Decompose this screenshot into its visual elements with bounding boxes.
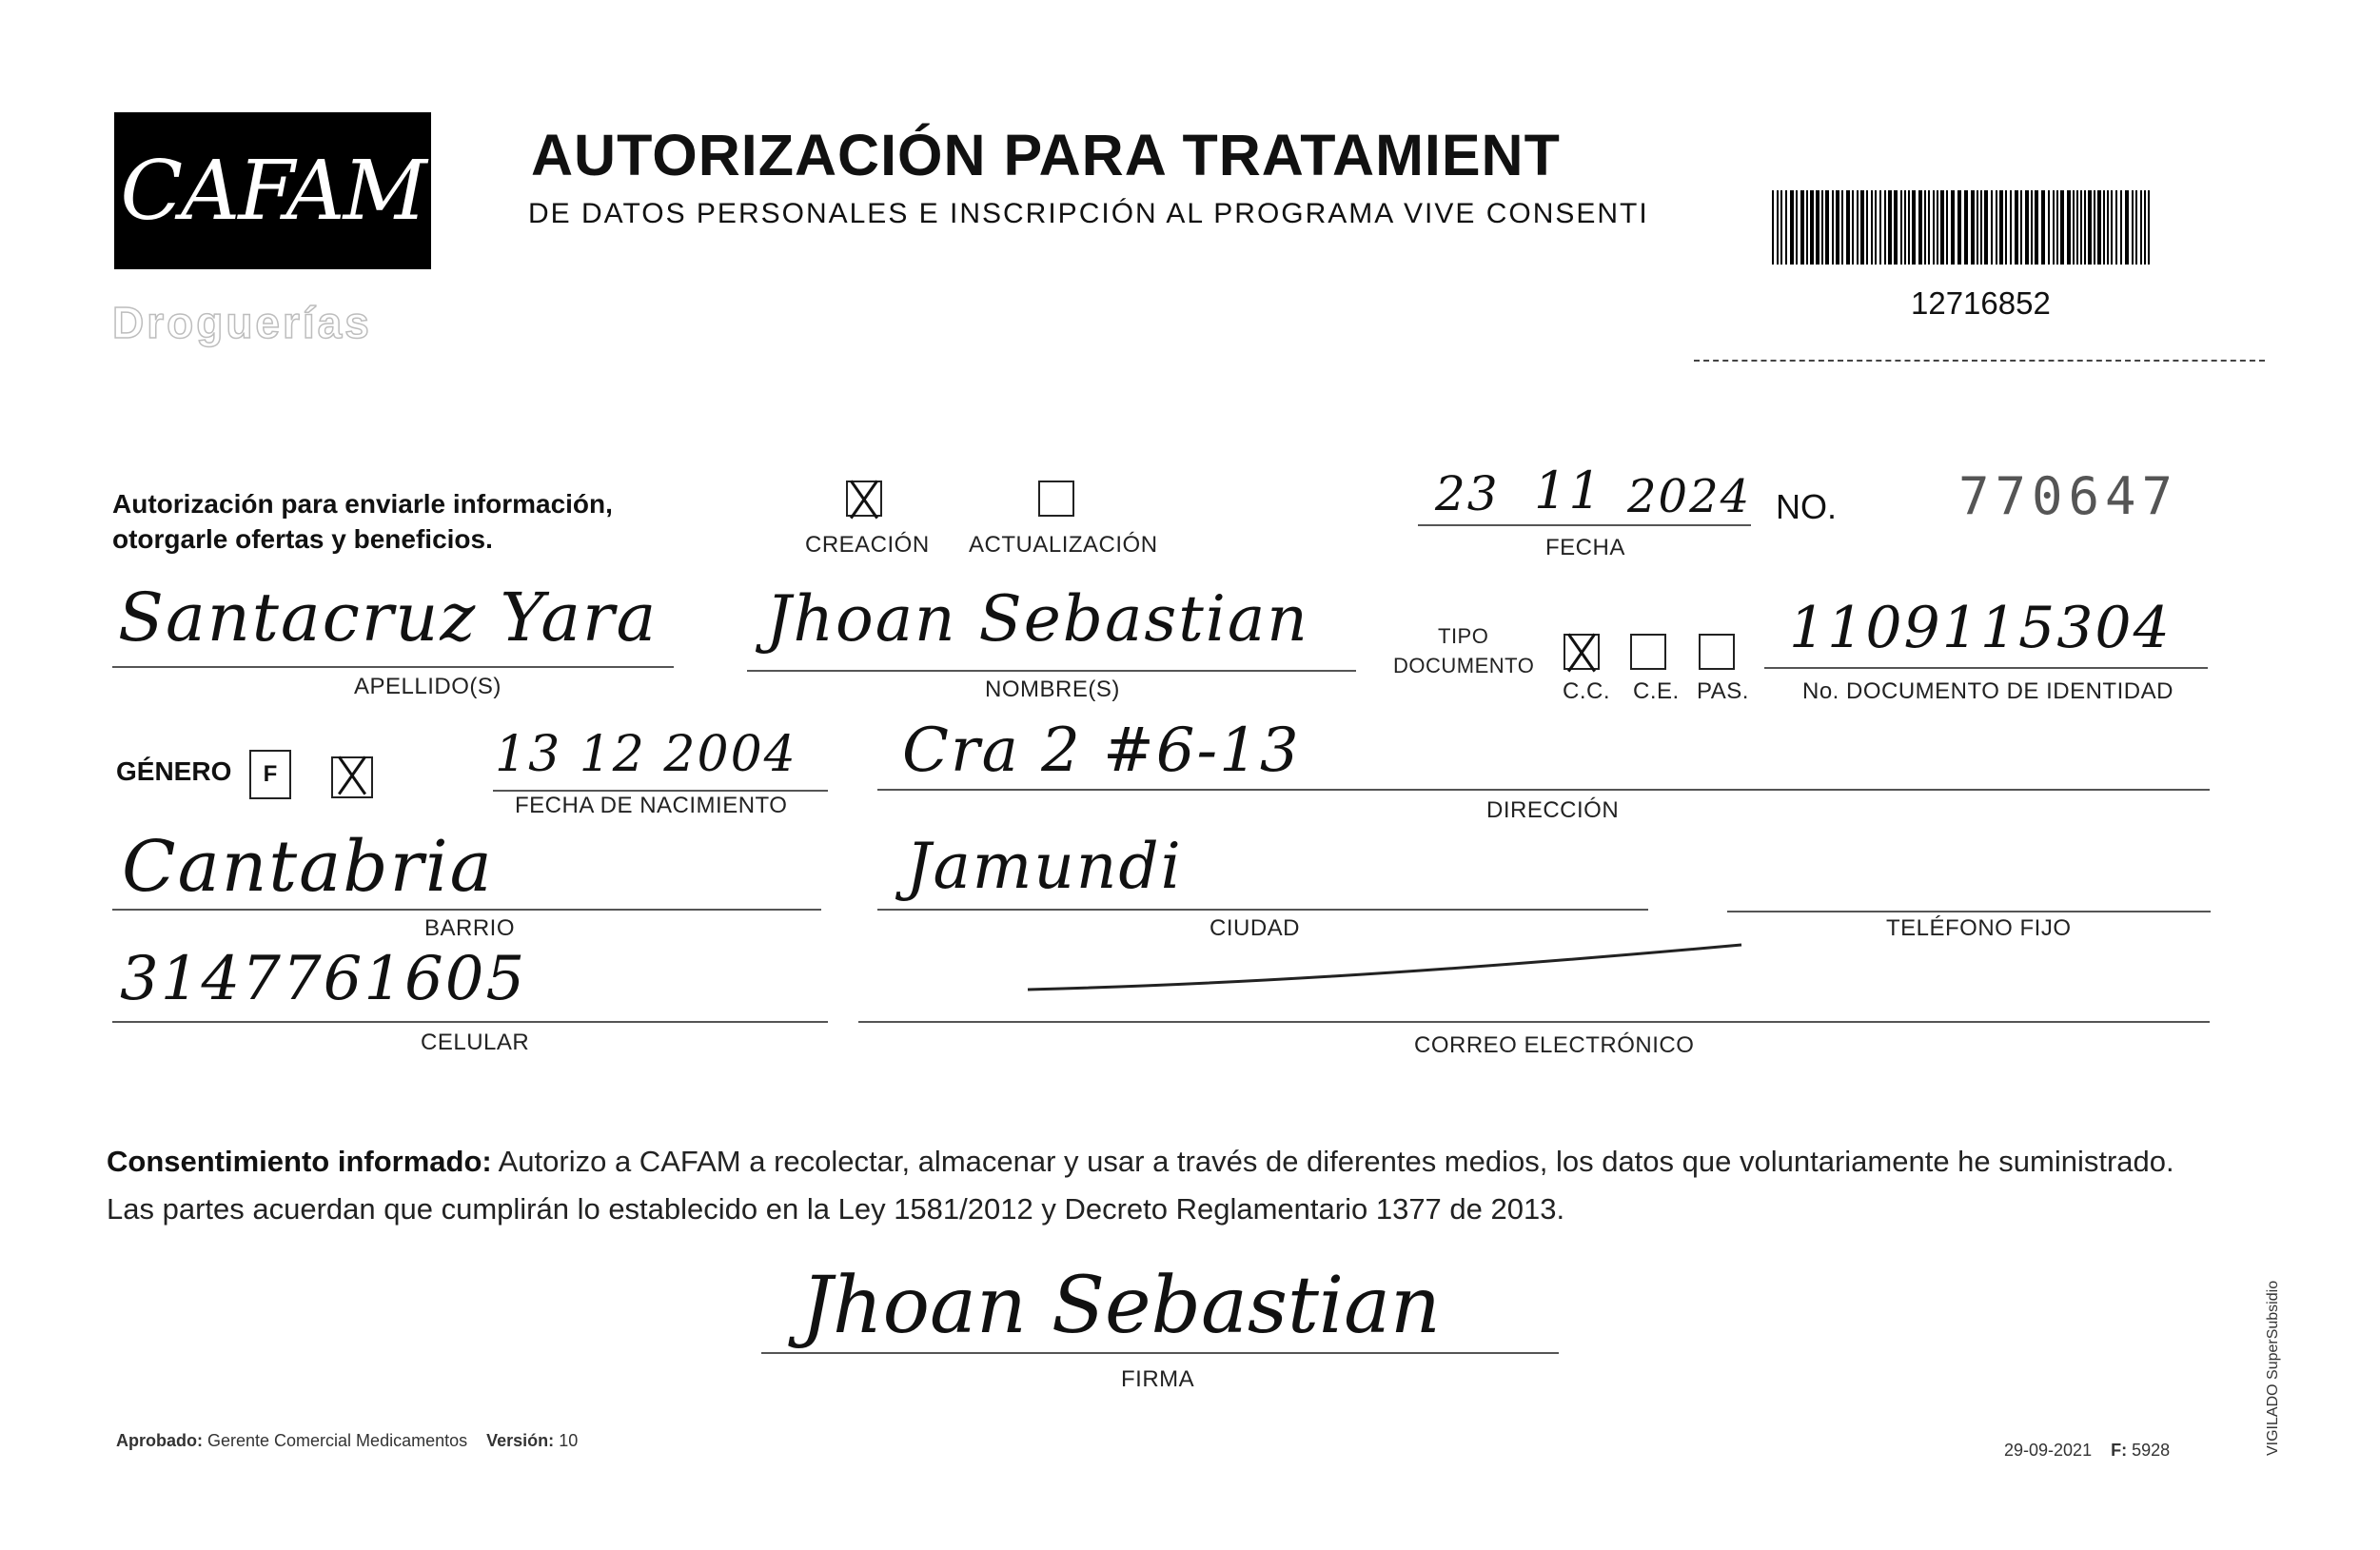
footer-date: 29-09-2021	[2004, 1441, 2093, 1460]
vigilado-supersubsidio: VIGILADO SuperSubsidio	[2265, 1280, 2281, 1456]
signature-label: FIRMA	[1121, 1366, 1195, 1392]
form-title: AUTORIZACIÓN PARA TRATAMIENT	[531, 123, 1561, 187]
pas-label: PAS.	[1697, 678, 1749, 704]
creacion-label: CREACIÓN	[805, 532, 930, 558]
correo-strike-line	[1023, 937, 1746, 994]
tipo-documento-label-1: TIPO	[1438, 624, 1489, 648]
nombres-line	[747, 670, 1356, 672]
correo-label: CORREO ELECTRÓNICO	[1414, 1032, 1695, 1058]
footer-approved	[116, 1431, 578, 1451]
footer-approved-value: Gerente Comercial Medicamentos	[207, 1431, 468, 1450]
barrio-line	[112, 909, 821, 911]
ciudad-line	[877, 909, 1648, 911]
ce-checkbox[interactable]	[1630, 634, 1666, 670]
barrio-value[interactable]: Cantabria	[122, 826, 494, 908]
apellidos-value[interactable]: Santacruz Yara	[118, 579, 659, 657]
signature-value[interactable]: Jhoan Sebastian	[801, 1261, 1441, 1351]
creacion-checkbox[interactable]	[846, 481, 882, 517]
authorization-text-1: Autorización para enviarle información,	[112, 489, 613, 519]
genero-m-checkbox[interactable]	[331, 756, 373, 798]
dashed-separator	[1694, 360, 2265, 363]
fecha-line	[1418, 524, 1751, 526]
direccion-line	[877, 789, 2210, 791]
form-number: 770647	[1958, 466, 2179, 526]
cc-checkbox[interactable]	[1564, 634, 1600, 670]
cafam-logo	[114, 112, 431, 269]
footer-form-code	[2004, 1441, 2170, 1461]
barcode	[1772, 190, 2154, 265]
form-number-label: NO.	[1776, 487, 1838, 526]
footer-f-label: F:	[2111, 1441, 2128, 1460]
apellidos-line	[112, 666, 674, 668]
celular-label: CELULAR	[421, 1030, 530, 1055]
nombres-value[interactable]: Jhoan Sebastian	[766, 582, 1309, 656]
documento-value[interactable]: 1109115304	[1789, 595, 2172, 661]
fecha-nacimiento-line	[493, 790, 828, 792]
fecha-label: FECHA	[1545, 535, 1625, 560]
actualizacion-label: ACTUALIZACIÓN	[969, 532, 1158, 558]
barcode-number: 12716852	[1911, 285, 2051, 321]
telefono-label: TELÉFONO FIJO	[1886, 915, 2072, 941]
footer-f-value: 5928	[2132, 1441, 2171, 1460]
direccion-label: DIRECCIÓN	[1486, 797, 1620, 823]
celular-line	[112, 1021, 828, 1023]
logo-subtitle: Droguerías	[112, 298, 372, 347]
barrio-label: BARRIO	[424, 915, 516, 941]
fecha-year[interactable]: 2024	[1627, 470, 1752, 523]
actualizacion-checkbox[interactable]	[1038, 481, 1074, 517]
documento-line	[1764, 667, 2208, 669]
fecha-month[interactable]: 11	[1534, 461, 1603, 520]
fecha-day[interactable]: 23	[1435, 466, 1500, 521]
ce-label: C.E.	[1633, 678, 1680, 704]
cc-label: C.C.	[1563, 678, 1610, 704]
ciudad-label: CIUDAD	[1210, 915, 1301, 941]
authorization-text-2: otorgarle ofertas y beneficios.	[112, 524, 493, 554]
genero-f-box[interactable]: F	[249, 750, 291, 799]
footer-version-label: Versión:	[486, 1431, 555, 1450]
correo-line	[858, 1021, 2210, 1023]
form-subtitle: DE DATOS PERSONALES E INSCRIPCIÓN AL PROGRAMA VIVE CONSENTI	[528, 198, 1649, 229]
tipo-documento-label-2: DOCUMENTO	[1393, 654, 1535, 677]
fecha-nacimiento-value[interactable]: 13 12 2004	[495, 726, 797, 783]
footer-version-value: 10	[559, 1431, 579, 1450]
direccion-value[interactable]: Cra 2 #6-13	[902, 716, 1301, 786]
genero-label: GÉNERO	[116, 756, 232, 786]
ciudad-value[interactable]: Jamundi	[906, 830, 1183, 903]
documento-label: No. DOCUMENTO DE IDENTIDAD	[1802, 678, 2173, 704]
fecha-nacimiento-label: FECHA DE NACIMIENTO	[515, 793, 788, 818]
nombres-label: NOMBRE(S)	[985, 677, 1120, 702]
footer-approved-label: Aprobado:	[116, 1431, 203, 1450]
telefono-line	[1727, 911, 2211, 912]
celular-value[interactable]: 3147761605	[120, 944, 527, 1014]
signature-line	[761, 1352, 1559, 1354]
consent-text-2: Las partes acuerdan que cumplirán lo establecido en la Ley 1581/2012 y Decreto Reglamentario 1377 de 2013.	[107, 1192, 1565, 1226]
apellidos-label: APELLIDO(S)	[354, 674, 502, 699]
consent-heading: Consentimiento informado:	[107, 1145, 492, 1178]
pas-checkbox[interactable]	[1699, 634, 1735, 670]
consent-text-1: Autorizo a CAFAM a recolectar, almacenar y usar a través de diferentes medios, los datos que voluntariamente he suministrado.	[491, 1145, 2174, 1178]
consent-text	[107, 1138, 2229, 1233]
logo-brand: CAFAM	[120, 143, 425, 239]
